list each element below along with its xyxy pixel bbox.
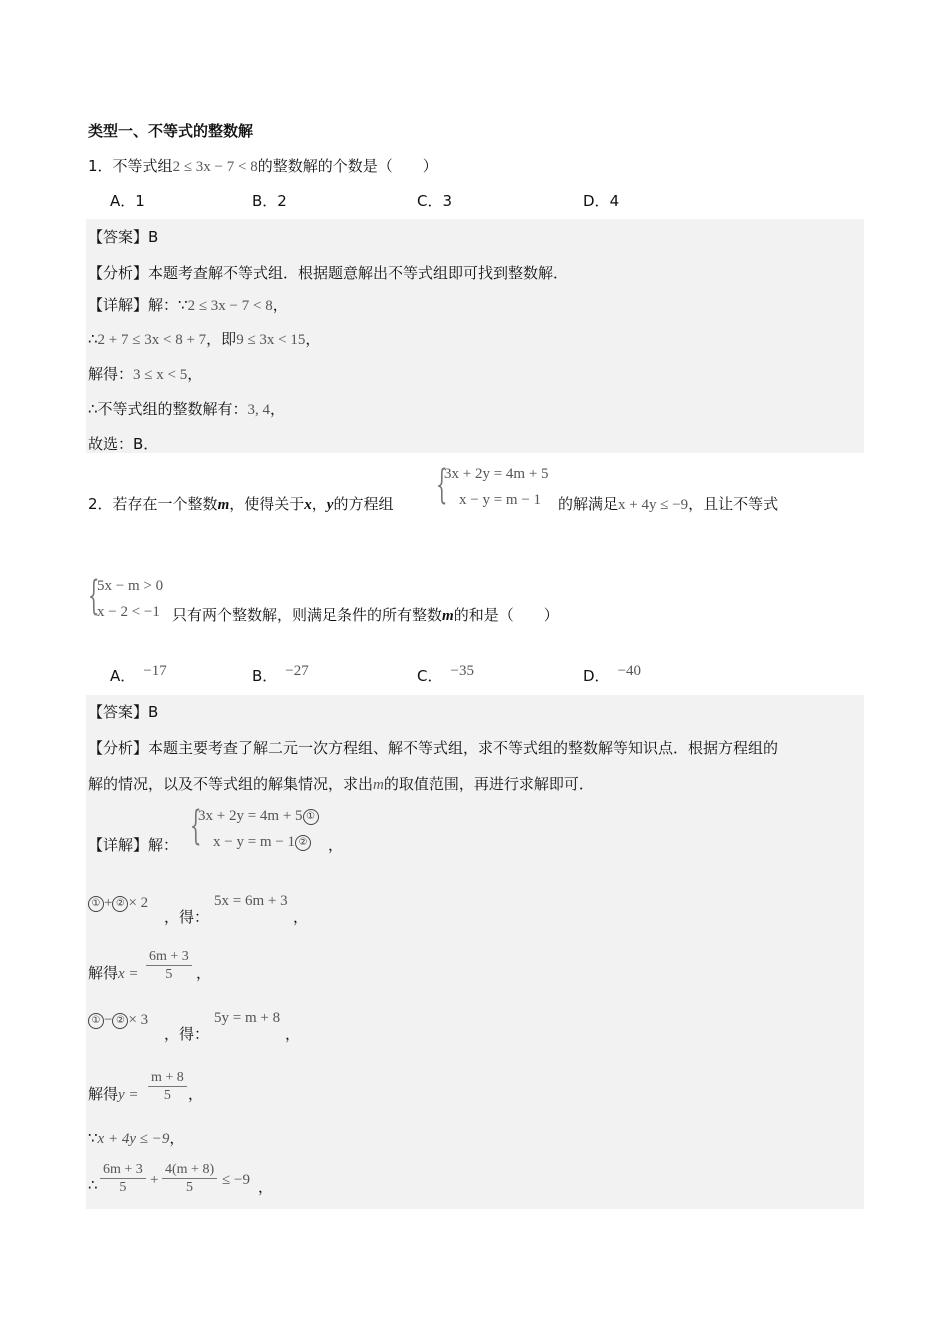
- fraction-2: $\frac{4(m + 8)}{5}$: [162, 1161, 217, 1196]
- step-get: ，得：: [164, 908, 210, 926]
- step-get: ，得：: [164, 1025, 210, 1043]
- detail-step-2: ∴2 + 7 ≤ 3x < 8 + 7，即9 ≤ 3x < 15，: [88, 330, 321, 348]
- option-b: B． −27: [252, 663, 309, 685]
- elimination-step-2: ① − ② × 3: [88, 1010, 148, 1029]
- detail-line: 【详解】解：∵2 ≤ 3x − 7 < 8，: [88, 296, 288, 314]
- system-equation-2: x − y = m − 1 ②: [213, 834, 311, 851]
- left-brace: {: [436, 462, 448, 508]
- option-a: A．1: [110, 192, 145, 210]
- question-2-stem-line2: 只有两个整数解，则满足条件的所有整数m的和是（ ）: [172, 606, 559, 624]
- option-b: B．2: [252, 192, 287, 210]
- detail-step-4: ∴不等式组的整数解有：3, 4，: [88, 400, 286, 418]
- inequality-1: 5x − m > 0: [97, 578, 164, 594]
- fraction-x: $\frac{6m + 3}{5}$: [146, 948, 192, 983]
- inequality-tail: ≤ −9: [222, 1172, 250, 1188]
- plus-sign: +: [150, 1172, 159, 1188]
- question-text: 的整数解的个数是（ ）: [257, 157, 438, 175]
- comma: ，: [293, 908, 309, 926]
- analysis-line: 【分析】本题主要考查了解二元一次方程组、解不等式组，求不等式组的整数解等知识点．根据方程组的: [88, 739, 779, 757]
- comma: ，: [258, 1178, 274, 1196]
- left-brace: {: [88, 573, 100, 619]
- fraction-y: $\frac{m + 8}{5}$: [148, 1069, 187, 1104]
- fraction-1: $\frac{6m + 3}{5}$: [100, 1161, 146, 1196]
- equation-result-2: 5y = m + 8: [214, 1010, 281, 1026]
- option-d: D． −40: [583, 663, 642, 685]
- left-brace: {: [190, 803, 202, 849]
- detail-label: 【详解】解：: [88, 836, 179, 854]
- comma: ，: [285, 1025, 301, 1043]
- conclusion-line: 故选：B．: [88, 435, 159, 453]
- option-a: A． −17: [110, 663, 167, 685]
- equation-result-1: 5x = 6m + 3: [214, 893, 288, 909]
- therefore-symbol: ∴: [88, 1176, 98, 1194]
- question-2-stem: 2．若存在一个整数m，使得关于x，y的方程组: [88, 495, 394, 513]
- comma: ，: [188, 1085, 204, 1103]
- answer-line: 【答案】B: [88, 703, 159, 721]
- option-c: C．3: [417, 192, 453, 210]
- inequality-expression: 2 ≤ 3x − 7 < 8: [172, 159, 258, 175]
- question-number: 1．: [88, 157, 113, 175]
- comma: ，: [328, 836, 344, 854]
- elimination-step-1: ① + ② × 2: [88, 893, 148, 912]
- system-equation-2: x − y = m − 1: [459, 492, 542, 508]
- question-2-stem-cont: 的解满足x + 4y ≤ −9，且让不等式: [558, 495, 779, 513]
- given-condition: ∵x + 4y ≤ −9，: [88, 1129, 185, 1147]
- inequality-2: x − 2 < −1: [97, 604, 160, 620]
- analysis-line-2: 解的情况，以及不等式组的解集情况，求出m的取值范围，再进行求解即可．: [88, 775, 594, 793]
- system-equation-1: 3x + 2y = 4m + 5: [444, 466, 549, 482]
- comma: ，: [196, 964, 212, 982]
- question-1-stem: [88, 155, 438, 176]
- option-c: C． −35: [417, 663, 474, 685]
- option-d: D．4: [583, 192, 620, 210]
- answer-line: 【答案】B: [88, 228, 159, 246]
- section-title: 类型一、不等式的整数解: [88, 122, 254, 140]
- solution-x: 解得x =: [88, 964, 139, 982]
- solution-y: 解得y =: [88, 1085, 139, 1103]
- analysis-line: 【分析】本题考查解不等式组．根据题意解出不等式组即可找到整数解．: [88, 264, 569, 282]
- question-text: 不等式组: [112, 157, 173, 175]
- system-equation-1: 3x + 2y = 4m + 5 ①: [198, 808, 319, 825]
- detail-step-3: 解得：3 ≤ x < 5，: [88, 365, 203, 383]
